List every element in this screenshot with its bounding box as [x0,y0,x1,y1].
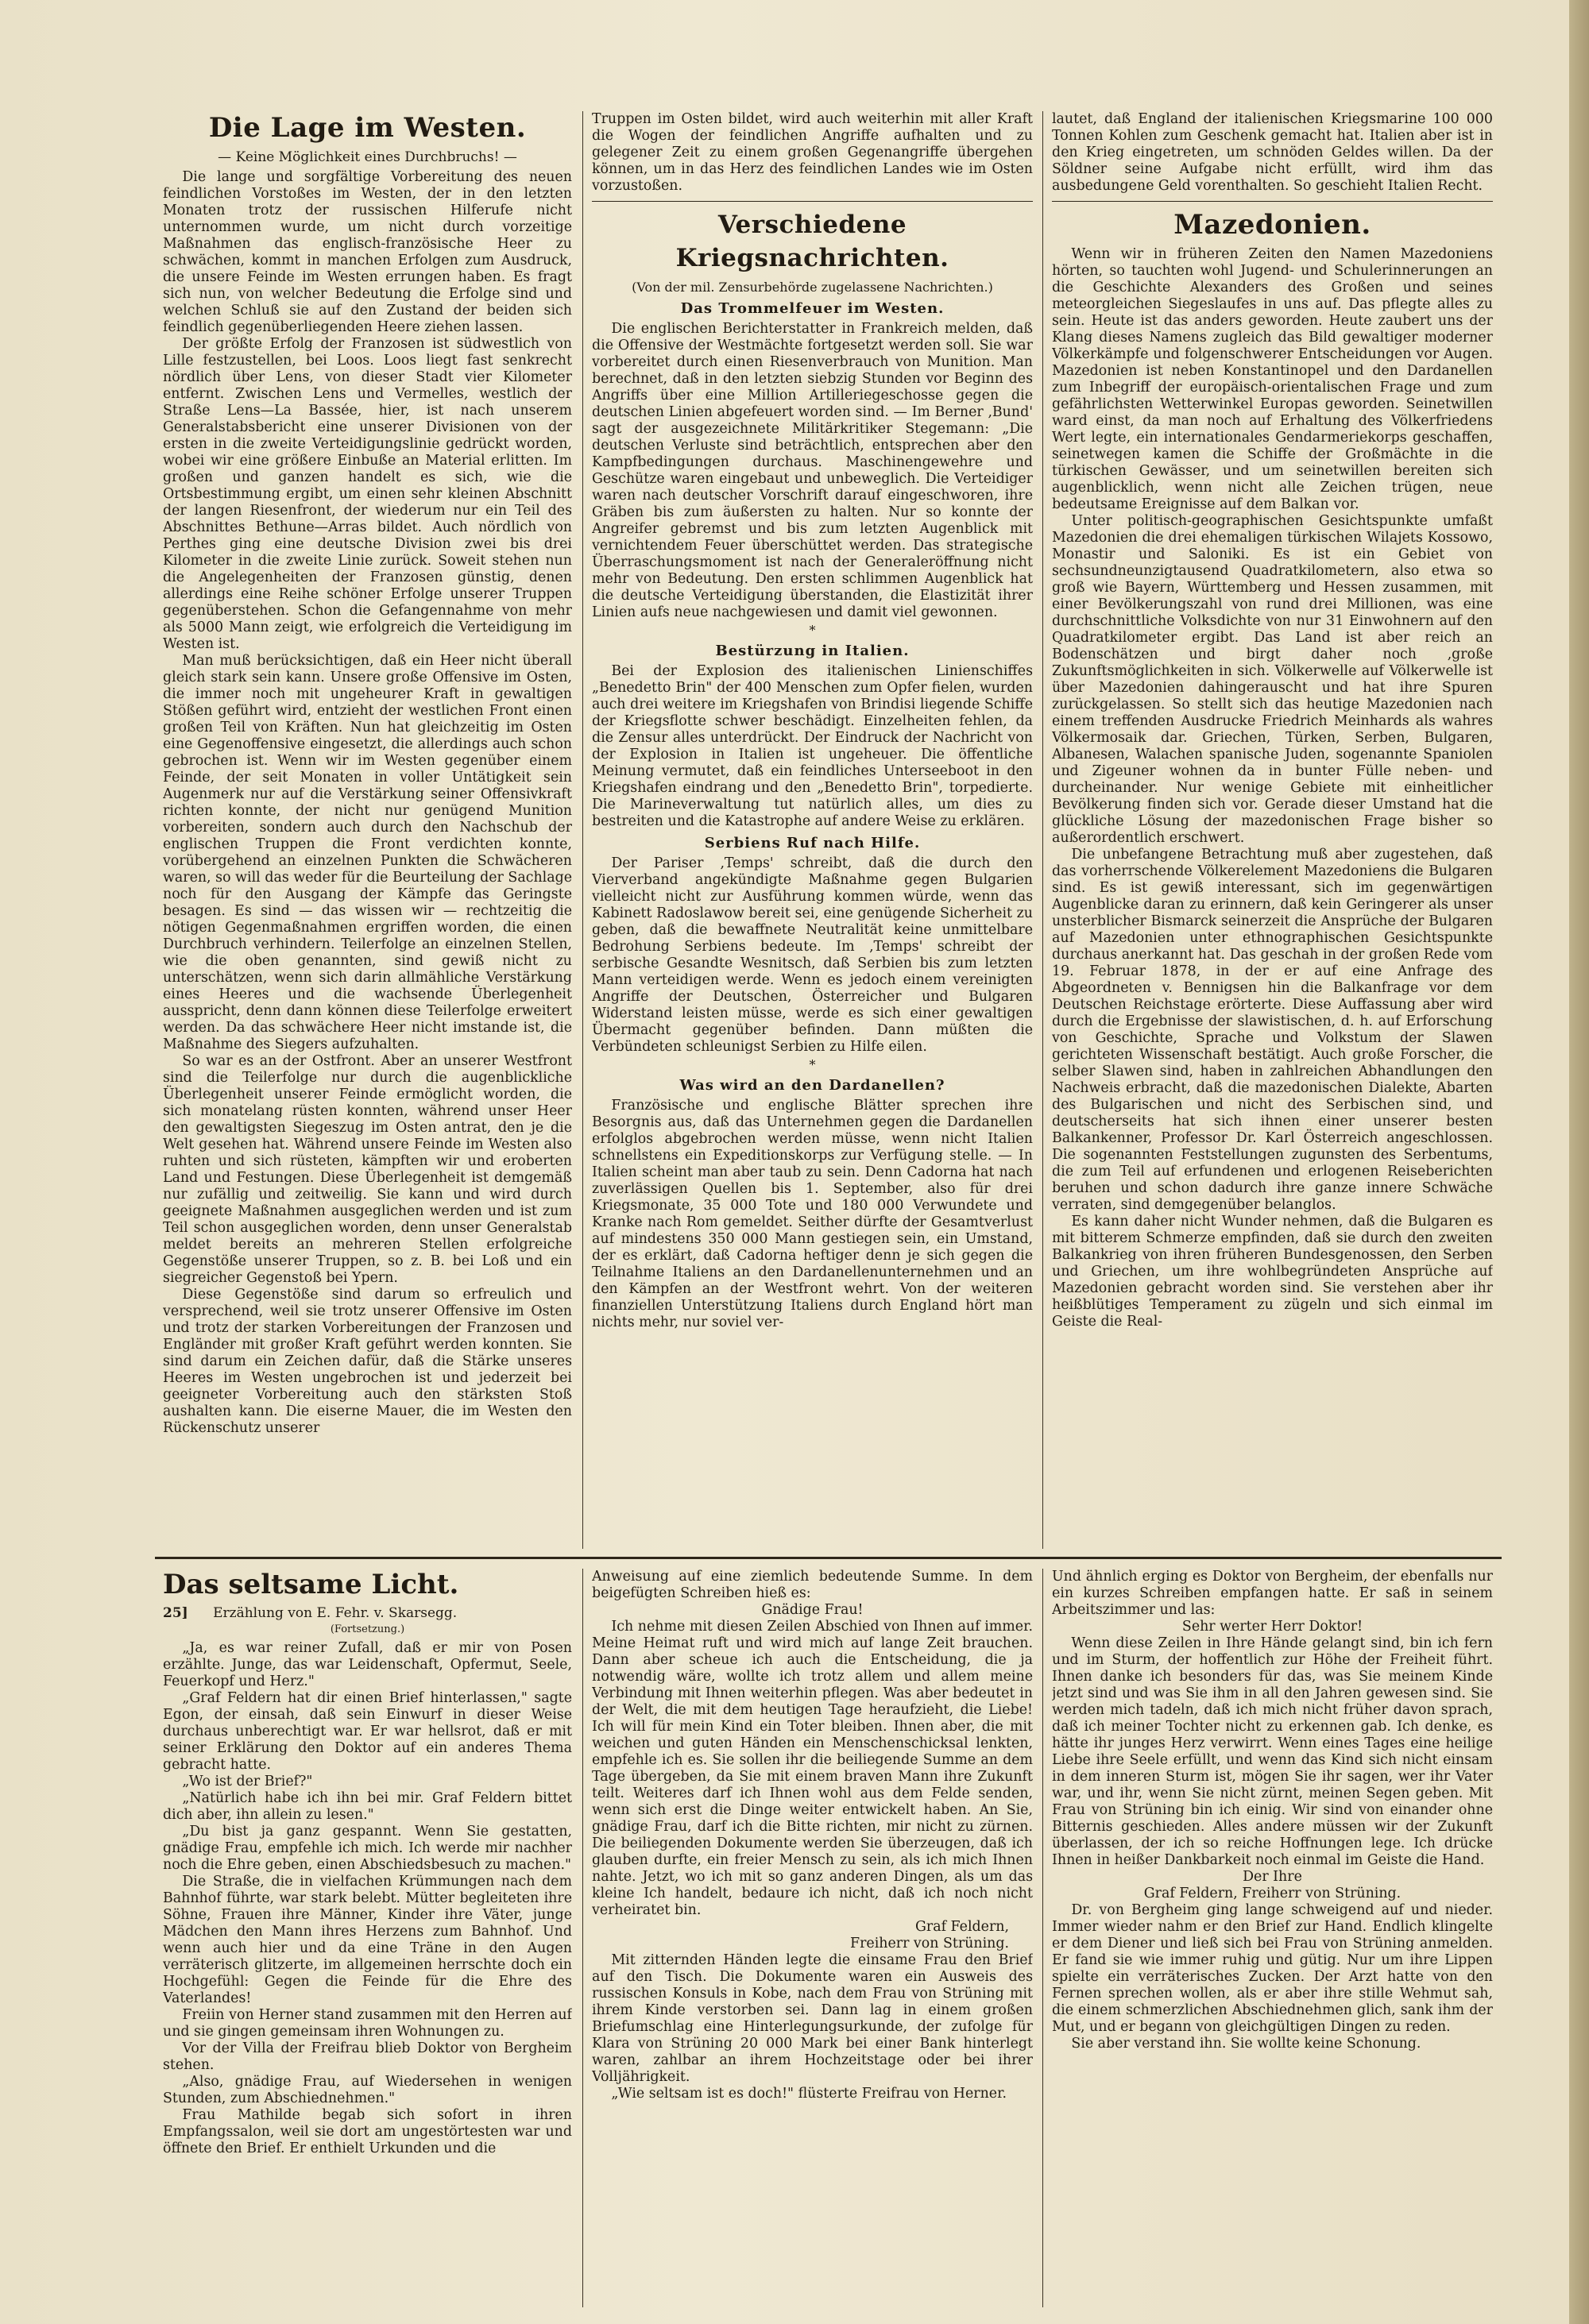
feuilleton-byline [163,1605,572,1622]
section-rule [1052,201,1493,202]
letter-signature: Freiherr von Strüning. [850,1936,1009,1951]
continuation-text: Truppen im Osten bildet, wird auch weiterhin mit aller Kraft die Wogen der feindlichen Angriffe aufhalten und zu gelegener Zeit zu einem großen Gegenangriffe übergehen können, um in das Herz des feindlichen Landes wie im Osten vorzustoßen. [592,111,1033,194]
paragraph: Die lange und sorgfältige Vorbereitung des neuen feindlichen Vorstoßes im Westen, der in den letzten Monaten trotz der russischen Hilferufe nicht unternommen wurde, um nicht durch vorzeitige Maßnahmen das englisch-französische Heer zu schwächen, kommt in manchen Erfolgen zum Ausdruck, die unsere Feinde im Westen errungen haben. Es fragt sich nun, von welcher Bedeutung die Erfolge sind und welchen Schluß sie auf den Zustand der beiden sich feindlich gegenüberliegenden Heere ziehen lassen. [163,169,572,335]
paragraph: Bei der Explosion des italienischen Linienschiffes „Benedetto Brin" der 400 Menschen zum Opfer fielen, wurden auch drei weitere im Kriegshafen von Brindisi liegende Schiffe der Kriegsflotte schwer beschädigt. Einzelheiten fehlen, da die Zensur alles unterdrückt. Der Eindruck der Nachricht von der Explosion in Italien ist ungeheuer. Die öffentliche Meinung vermutet, daß ein feindliches Unterseeboot in den Kriegshafen eindrang und den „Benedetto Brin", torpedierte. Die Marineverwaltung tut natürlich alles, um dies zu bestreiten und die Katastrophe auf andere Weise zu erklären. [592,663,1033,829]
paragraph: „Graf Feldern hat dir einen Brief hinterlassen," sagte Egon, der einsah, daß sein Einwurf in dieser Weise durchaus unberechtigt war. Er war hellsrot, daß er mit seiner Erklärung den Doktor auf ein anderes Thema gebracht hatte. [163,1690,572,1773]
paragraph: Unter politisch-geographischen Gesichtspunkte umfaßt Mazedonien die drei ehemaligen türkischen Wilajets Kossowo, Monastir und Saloniki. Es ist ein Gebiet von sechsundneunzigtausend Quadratkilometern, also etwa so groß wie Bayern, Württemberg und Hessen zusammen, mit einer Bevölkerungszahl von rund drei Millionen, was eine durchschnittliche Volksdichte von nur 31 Einwohnern auf den Quadratkilometer ergibt. Das Land ist aber reich an Bodenschätzen und birgt daher noch ‚große Zukunftsmöglichkeiten in sich. Völkerwelle auf Völkerwelle ist über Mazedonien dahingerauscht und hat ihre Spuren zurückgelassen. So stellt sich das heutige Mazedonien nach einem treffenden Ausdrucke Friedrich Meinhards als wahres Völkermosaik dar. Griechen, Türken, Serben, Bulgaren, Albanesen, Walachen spanische Juden, sogenannte Spaniolen und Zigeuner wohnen da in bunter Fülle neben- und durcheinander. Nur wenige Gebiete mit einheitlicher Bevölkerung finden sich vor. Gerade dieser Umstand hat die glückliche Lösung der mazedonischen Frage bisher so außerordentlich erschwert. [1052,513,1493,846]
section-rule [592,201,1033,202]
continuation-text: lautet, daß England der italienischen Kriegsmarine 100 000 Tonnen Kohlen zum Geschenk gemacht hat. Italien aber ist in den Krieg eingetreten, um schnöden Geldes willen. Da der Söldner seine Aufgabe nicht erfüllt, wird ihm das ausbedungene Geld vorenthalten. So geschieht Italien Recht. [1052,111,1493,194]
paragraph: Französische und englische Blätter sprechen ihre Besorgnis aus, daß das Unternehmen gegen die Dardanellen erfolglos abgebrochen werden müsse, wenn nicht Italien schnellstens ein Expeditionskorps zur Verfügung stelle. — In Italien scheint man aber taub zu sein. Denn Cadorna hat nach zuverlässigen Quellen bis 1. September, also für drei Kriegsmonate, 35 000 Tote und 180 000 Verwundete und Kranke nach Rom gemeldet. Seither dürfte der Gesamtverlust auf mindestens 350 000 Mann gestiegen sein, ein Umstand, der es erklärt, daß Cadorna heftiger denn je sich gegen die Teilnahme Italiens an den Dardanellenunternehmen und an den Kämpfen an der Westfront wehrt. Von der weiteren finanziellen Unterstützung Italiens durch England hört man nichts mehr, nur soviel ver- [592,1098,1033,1330]
paragraph: Mit zitternden Händen legte die einsame Frau den Brief auf den Tisch. Die Dokumente waren ein Ausweis des russischen Konsuls in Kobe, nach dem Frau von Strüning mit ihrem Kinde verstorben sei. Dann lag in einem großen Briefumschlag eine Hinterlegungsurkunde, der zufolge für Klara von Strüning 20 000 Mark bei einer Bank hinterlegt waren, zahlbar an ihrem Hochzeitstage oder bei ihrer Volljährigkeit. [592,1952,1033,2085]
paragraph: „Wie seltsam ist es doch!" flüsterte Freifrau von Herner. [611,2086,1007,2102]
letter-closing: Der Ihre [1243,1869,1302,1885]
paragraph: Die unbefangene Betrachtung muß aber zugestehen, daß das vorherrschende Völkerelement Mazedoniens die Bulgaren sind. Es ist gewiß interessant, sich im gegenwärtigen Augenblicke daran zu erinnern, daß kein Geringerer als unser unsterblicher Bismarck seinerzeit die Ansprüche der Bulgaren auf Mazedonien unter ethnographischen Gesichtspunkte durchaus anerkannt hat. Das geschah in der großen Rede vom 19. Februar 1878, in der er auf eine Anfrage des Abgeordneten v. Bennigsen hin die Balkanfrage vor dem Deutschen Reichstage erörterte. Diese Auffassung aber wird durch die Ergebnisse der slawistischen, d. h. auf Erforschung von Geschichte, Sprache und Volkstum der Slawen gerichteten Wissenschaft bestätigt. Auch große Forscher, die selber Slawen sind, haben in zahlreichen Abhandlungen den Nachweis erbracht, daß die mazedonischen Dialekte, Abarten des Bulgarischen und nicht des Serbischen sind, und deutscherseits hat sich ihnen einer unserer besten Balkankenner, Professor Dr. Karl Österreich angeschlossen. Die sogenannten Feststellungen zugunsten des Serbentums, die zum Teil auf erfundenen und erlogenen Reiseberichten beruhen und schon dadurch ihre ganze innere Schwäche verraten, sind demgegenüber belanglos. [1052,847,1493,1213]
censorship-note: (Von der mil. Zensurbehörde zugelassene Nachrichten.) [632,280,993,295]
paragraph: Wenn wir in früheren Zeiten den Namen Mazedoniens hörten, so tauchten wohl Jugend- und Schulerinnerungen an die Geschichte Alexanders des Großen und seines meteorgleichen Siegeslaufes in uns auf. Das pflegte alles zu sein. Heute ist das anders geworden. Heute zaubert uns der Klang dieses Namens zugleich das Bild gewaltiger moderner Völkerkämpfe und folgenschwerer Entscheidungen vor Augen. Mazedonien ist neben Konstantinopel und den Dardanellen zum Inbegriff der europäisch-orientalischen Frage und zum gefährlichsten Wetterwinkel Europas geworden. Seinetwillen ward einst, da man noch auf Erhaltung des Völkerfriedens Wert legte, ein internationales Gendarmeriekorps geschaffen, seinetwegen kamen die Schiffe der Großmächte in die türkischen Gewässer, und um seinetwillen bereiten sich augenblicklich, wenn nicht alle Zeichen trügen, neue bedeutsame Ereignisse auf dem Balkan vor. [1052,246,1493,512]
paragraph: Anweisung auf eine ziemlich bedeutende Summe. In dem beigefügten Schreiben hieß es: [592,1569,1033,1601]
section-heading: Was wird an den Dardanellen? [679,1077,945,1094]
section-heading: Das Trommelfeuer im Westen. [680,300,945,317]
paragraph: Und ähnlich erging es Doktor von Bergheim, der ebenfalls nur ein kurzes Schreiben empfangen hatte. Er saß in seinem Arbeitszimmer und las: [1052,1569,1493,1618]
article-kriegsnachrichten [592,111,1033,1549]
paragraph: Frau Mathilde begab sich sofort in ihren Empfangssalon, weil sie dort am ungestörtesten war und öffnete den Brief. Er enthielt Urkunden und die [163,2107,572,2156]
paragraph: „Du bist ja ganz gespannt. Wenn Sie gestatten, gnädige Frau, empfehle ich mich. Ich werde mir nachher noch die Ehre geben, einen Abschiedsbesuch zu machen." [163,1824,572,1873]
letter-body: Wenn diese Zeilen in Ihre Hände gelangt sind, bin ich fern und im Sturm, der hoffentlich zur Höhe der Freiheit führt. Ihnen danke ich besonders für das, was Sie meinem Kinde jetzt sind und was Sie ihm in all den Jahren gewesen sind. Sie werden mich tadeln, daß ich mich nicht früher davon sprach, daß ich meiner Tochter nicht zu erkennen gab. Ich denke, es hätte ihr junges Herz verwirrt. Wenn eines Tages eine heilige Liebe ihre Seele erfüllt, und wenn das Kind sich nicht einsam in dem inneren Sturm ist, mögen Sie ihr sagen, wer ihr Vater war, und ihr, wenn Sie nicht zürnt, meinen Segen geben. Mit Frau von Strüning bin ich einig. Wir sind von einander ohne Bitternis geschieden. Alles andere müssen wir der Zukunft überlassen, der ich so reiche Hoffnungen lege. Ich drücke Ihnen in heißer Dankbarkeit noch einmal im Geiste die Hand. [1052,1635,1493,1868]
paragraph: „Also, gnädige Frau, auf Wiedersehen in wenigen Stunden, zum Abschiednehmen." [163,2074,572,2106]
paragraph: Diese Gegenstöße sind darum so erfreulich und versprechend, weil sie trotz unserer Offensive im Osten und trotz der starken Vorbereitungen der Franzosen und Engländer mit großer Kraft geführt werden konnten. Sie sind darum ein Zeichen dafür, daß die Stärke unseres Heeres im Westen ungebrochen ist und jederzeit bei geeigneter Vorbereitung auch den stärksten Stoß aushalten kann. Die eiserne Mauer, die im Westen den Rückenschutz unserer [163,1287,572,1436]
letter-salutation: Gnädige Frau! [761,1602,864,1618]
feuilleton-rule [155,1557,1502,1559]
article-title: Verschiedene Kriegsnachrichten. [675,210,949,272]
feuilleton-column-2 [592,1569,1033,2307]
feuilleton-column-3 [1052,1569,1493,2307]
letter-signature: Graf Feldern, Freiherr von Strüning. [1143,1886,1401,1901]
fortsetzung-note: (Fortsetzung.) [330,1623,405,1635]
article-kicker: — Keine Möglichkeit eines Durchbruchs! — [218,149,517,165]
section-heading: Serbiens Ruf nach Hilfe. [704,835,921,851]
column-divider [1042,111,1043,1549]
paragraph: So war es an der Ostfront. Aber an unserer Westfront sind die Teilerfolge nur durch die augenblickliche Überlegenheit unserer Feinde ermöglicht worden, die sich monatelang rüsten konnten, während unser Heer den gewaltigsten Siegeszug im Osten antrat, den je die Welt gesehen hat. Während unsere Feinde im Westen also ruhten und sich rüsteten, kämpften wir und eroberten Land und Festungen. Diese Überlegenheit ist demgemäß nur zufällig und zeitweilig. Sie kann und wird durch geeignete Maßnahmen ausgeglichen werden und ist zum Teil schon ausgeglichen worden, denn unser Generalstab meldet bereits an mehreren Stellen erfolgreiche Gegenstöße unserer Truppen, so z. B. bei Loß und ein siegreicher Gegenstoß bei Ypern. [163,1053,572,1286]
paragraph: Vor der Villa der Freifrau blieb Doktor von Bergheim stehen. [163,2040,572,2073]
installment-number: 25] [163,1605,188,1621]
letter-signature: Graf Feldern, [915,1919,1009,1935]
feuilleton-column-1 [163,1569,572,2307]
paragraph: Sie aber verstand ihn. Sie wollte keine Schonung. [1071,2036,1421,2052]
column-divider [1042,1569,1043,2307]
section-heading: Bestürzung in Italien. [715,643,910,659]
paragraph: „Natürlich habe ich ihn bei mir. Graf Feldern bittet dich aber, ihn allein zu lesen." [163,1790,572,1823]
article-lage-im-westen [163,111,572,1549]
paragraph: Dr. von Bergheim ging lange schweigend auf und nieder. Immer wieder nahm er den Brief zur Hand. Endlich klingelte er dem Diener und ließ sich bei Frau von Strüning anmelden. Er fand sie wie immer ruhig und gütig. Nur um ihre Lippen spielte ein verräterisches Zucken. Der Arzt hatte von den Fernen sprechen wollen, als er aber ihre stille Wehmut sah, die einem schmerzlichen Abschiednehmen glich, sank ihm der Mut, und er begann von gleichgültigen Dingen zu reden. [1052,1902,1493,2035]
article-title: Die Lage im Westen. [208,112,527,144]
page-edge [1569,0,1589,2324]
paragraph: Freiin von Herner stand zusammen mit den Herren auf und sie gingen gemeinsam ihren Wohnungen zu. [163,2007,572,2040]
paragraph: Der größte Erfolg der Franzosen ist südwestlich von Lille festzustellen, bei Loos. Loos liegt fast senkrecht nördlich über Lens, von dieser Stadt vier Kilometer entfernt. Zwischen Lens und Vermelles, westlich der Straße Lens—La Bassée, hier, ist nach unserem Generalstabsbericht eine unserer Divisionen von der ersten in die zweite Verteidigungslinie gedrückt worden, wobei wir eine größere Einbuße an Material erlitten. Im großen und ganzen handelt es sich, wie die Ortsbestimmung ergibt, um einen sehr kleinen Abschnitt der langen Riesenfront, der wiederum nur ein Teil des Abschnittes Bethune—Arras bildet. Auch nördlich von Perthes ging eine deutsche Division zwei bis drei Kilometer in die zweite Linie zurück. Soweit stehen nun die Angelegenheiten der Franzosen günstig, denen allerdings eine Reihe schöner Erfolge unserer Truppen gegenüberstehen. Schon die Gefangennahme von mehr als 5000 Mann zeigt, wie erfolgreich die Verteidigung im Westen ist. [163,336,572,652]
feuilleton-title: Das seltsame Licht. [163,1569,459,1600]
paragraph: Die englischen Berichterstatter in Frankreich melden, daß die Offensive der Westmächte fortgesetzt werden soll. Sie war vorbereitet durch einen Riesenverbrauch von Munition. Man berechnet, daß in den letzten siebzig Stunden vor Beginn des Angriffs über eine Million Artilleriegeschosse gegen die deutschen Linien abgefeuert worden sind. — Im Berner ‚Bund' sagt der ausgezeichnete Militärkritiker Stegemann: „Die deutschen Verluste sind beträchtlich, entsprechen aber den Kampfbedingungen durchaus. Maschinengewehre und Geschütze waren eingebaut und unbeweglich. Die Verteidiger waren nach deutscher Vorschrift darauf eingeschworen, ihre Gräben bis zum äußersten zu halten. Nur so konnte der Angreifer gebremst und bis zum letzten Augenblick mit vernichtendem Feuer überschüttet werden. Das strategische Überraschungsmoment ist nach der Generaleröffnung nicht mehr von Bedeutung. Den ersten schlimmen Augenblick hat die deutsche Verteidigung überstanden, die Elastizität ihrer Linien aufs neue nachgewiesen und damit viel gewonnen. [592,321,1033,620]
letter-body: Ich nehme mit diesen Zeilen Abschied von Ihnen auf immer. Meine Heimat ruft und wird mich auf lange Zeit brauchen. Dann aber scheue ich auch die Entscheidung, die ja notwendig wäre, wollte ich trotz allem und allem meine Verbindung mit Ihnen weiterhin pflegen. Was aber bedeutet in der Welt, die mit dem heutigen Tage heraufzieht, die Liebe! Ich will für mein Kind ein Toter bleiben. Ihnen aber, die mit weichen und guten Händen ein Menschenschicksal lenkten, empfehle ich es. Sie sollen ihr die beiliegende Summe an dem Tage übergeben, da Sie mit einem braven Mann ihre Zukunft teilt. Weiteres darf ich Ihnen wohl aus dem Felde senden, wenn sich erst die Dinge weiter entwickelt haben. An Sie, gnädige Frau, darf ich die Bitte richten, mir nicht zu zürnen. Die beiliegenden Dokumente werden Sie überzeugen, daß ich glauben durfte, ein freier Mensch zu sein, als ich mich Ihnen nahte. Jetzt, wo ich mit so ganz anderen Dingen, als um das kleine Ich handelt, bedaure ich nicht, daß ich noch nicht verheiratet bin. [592,1619,1033,1918]
article-title: Mazedonien. [1173,209,1371,241]
column-divider [582,1569,583,2307]
paragraph: „Ja, es war reiner Zufall, daß er mir von Posen erzählte. Junge, das war Leidenschaft, Opfermut, Seele, Feuerkopf und Herz." [163,1640,572,1689]
separator-star: * [809,623,816,638]
column-divider [582,111,583,1549]
byline-text: Erzählung von E. Fehr. v. Skarsegg. [213,1605,458,1621]
paragraph: Es kann daher nicht Wunder nehmen, daß die Bulgaren es mit bitterem Schmerze empfinden, daß sie durch den zweiten Balkankrieg von ihren früheren Bundesgenossen, den Serben und Griechen, um ihre wohlbegründeten Ansprüche auf Mazedonien gebracht worden sind. Sie verstehen aber ihr heißblütiges Temperament zu zügeln und sich einmal im Geiste die Real- [1052,1214,1493,1330]
paragraph: „Wo ist der Brief?" [182,1774,313,1789]
paragraph: Die Straße, die in vielfachen Krümmungen nach dem Bahnhof führte, war stark belebt. Mütter begleiteten ihre Söhne, Frauen ihre Männer, Kinder ihre Väter, junge Mädchen den Mann ihres Herzens zum Bahnhof. Und wenn auch hier und da eine Träne in den Augen verräterisch glitzerte, im allgemeinen herrschte doch ein Hochgefühl: Gegen die Feinde für die Ehre des Vaterlandes! [163,1874,572,2006]
letter-salutation: Sehr werter Herr Doktor! [1181,1619,1363,1635]
separator-star: * [809,1057,816,1072]
paragraph: Der Pariser ‚Temps' schreibt, daß die durch den Vierverband angekündigte Maßnahme gegen Bulgarien vielleicht nicht zur Ausführung kommen würde, wenn das Kabinett Radoslawow bereit sei, eine genügende Sicherheit zu geben, daß die bewaffnete Neutralität keine unmittelbare Bedrohung Serbiens bedeute. Im ‚Temps' schreibt der serbische Gesandte Wesnitsch, daß Serbien bis zum letzten Mann verteidigen werde. Wenn es jedoch einem vereinigten Angriffe der Deutschen, Österreicher und Bulgaren Widerstand leisten müsse, werde es sich einer gewaltigen Übermacht gegenüber befinden. Dann müßten die Verbündeten schleunigst Serbien zu Hilfe eilen. [592,855,1033,1055]
article-mazedonien [1052,111,1493,1549]
paragraph: Man muß berücksichtigen, daß ein Heer nicht überall gleich stark sein kann. Unsere große Offensive im Osten, die immer noch mit ungeheurer Kraft in gewaltigen Stößen geführt wird, entzieht der westlichen Front einen großen Teil von Kräften. Nun hat gleichzeitig im Osten eine Gegenoffensive eingesetzt, die allerdings auch schon gebrochen ist. Wenn wir im Westen gegenüber einem Feinde, der seit Monaten in voller Untätigkeit sein Augenmerk nur auf die Verstärkung seiner Offensivkraft richten konnte, der nicht nur genügend Munition vorbereiten, sondern auch durch den Nachschub der englischen Truppen die Front verdichten konnte, vorübergehend an einzelnen Punkten die Schwächeren waren, so will das weder für die Beurteilung der Sachlage noch für den Ausgang der Kämpfe das Geringste besagen. Es sind — das wissen wir — rechtzeitig die nötigen Gegenmaßnahmen ergriffen worden, die einen Durchbruch verhindern. Teilerfolge an einzelnen Stellen, wie die oben genannten, sind gewiß nicht zu unterschätzen, wenn sich darin allmähliche Verstärkung eines Heeres und die wachsende Überlegenheit ausspricht, denn dann können diese Teilerfolge erweitert werden. Da das schwächere Heer nicht imstande ist, die Maßnahme des Siegers aufzuhalten. [163,653,572,1052]
